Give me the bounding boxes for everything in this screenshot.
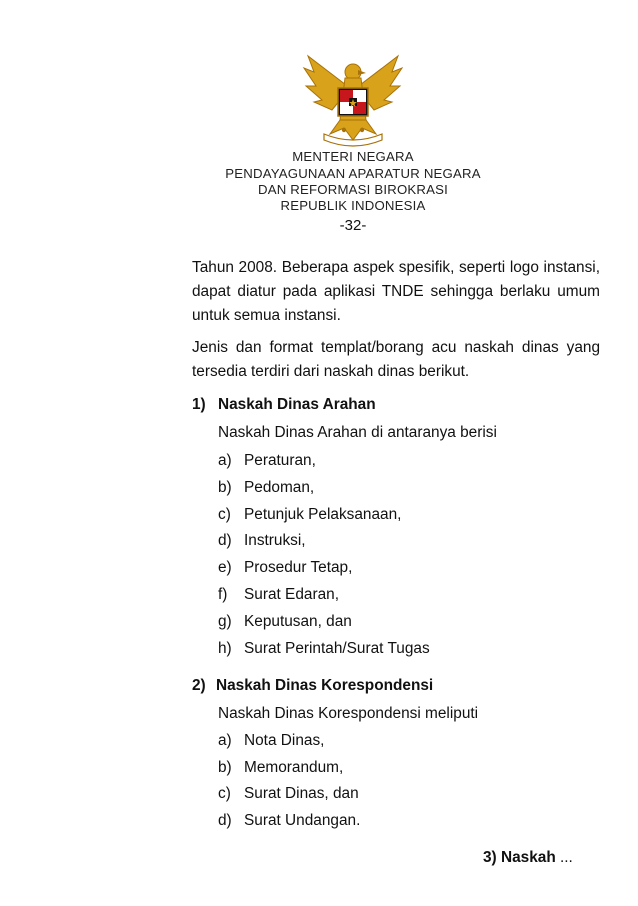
header-line-1: MENTERI NEGARA xyxy=(292,149,414,164)
paragraph-1: Tahun 2008. Beberapa aspek spesifik, seperti logo instansi, dapat diatur pada aplikasi TNDE sehingga berlaku umum untuk semua instansi. xyxy=(192,259,600,324)
section-2-intro: Naskah Dinas Korespondensi meliputi xyxy=(218,705,479,722)
list-item-text: Petunjuk Pelaksanaan, xyxy=(244,505,402,523)
list-item xyxy=(218,506,401,524)
list-item-letter: a) xyxy=(218,732,232,749)
list-item xyxy=(218,613,352,631)
list-item xyxy=(218,452,316,470)
section-1-title: Naskah Dinas Arahan xyxy=(217,396,376,413)
list-item-text: Peraturan, xyxy=(244,452,316,469)
continuation-note xyxy=(483,849,573,867)
header-line-4: REPUBLIK INDONESIA xyxy=(280,198,426,213)
list-item-text: Memorandum, xyxy=(244,758,344,776)
list-item-text: Nota Dinas, xyxy=(244,732,325,749)
list-item xyxy=(218,586,339,604)
header-line-3: DAN REFORMASI BIROKRASI xyxy=(258,182,448,197)
list-item-text: Prosedur Tetap, xyxy=(244,559,353,577)
section-2-number: 2) xyxy=(192,677,206,694)
list-item-letter: h) xyxy=(218,639,232,657)
list-item-letter: c) xyxy=(218,505,231,523)
list-item xyxy=(218,732,324,750)
list-item-letter: g) xyxy=(218,612,232,630)
list-item xyxy=(218,759,343,777)
section-1-intro: Naskah Dinas Arahan di antaranya berisi xyxy=(218,424,497,441)
page-number: -32- xyxy=(339,217,367,234)
section-2-heading xyxy=(192,677,433,695)
list-item-letter: d) xyxy=(218,532,232,550)
list-item xyxy=(218,479,314,497)
garuda-emblem-icon xyxy=(300,50,406,148)
list-item-letter: f) xyxy=(218,586,228,603)
paragraph-2: Jenis dan format templat/borang acu naskah dinas yang tersedia terdiri dari naskah dinas berikut. xyxy=(192,339,600,380)
list-item-text: Surat Edaran, xyxy=(244,586,339,603)
list-item-letter: e) xyxy=(218,559,232,577)
list-item-text: Instruksi, xyxy=(244,532,306,550)
list-item xyxy=(218,812,360,830)
list-item-letter: c) xyxy=(218,785,231,802)
list-item xyxy=(218,559,352,577)
list-item xyxy=(218,640,430,658)
list-item xyxy=(218,785,359,803)
list-item-text: Keputusan, dan xyxy=(244,612,352,630)
section-1-heading xyxy=(192,396,376,414)
section-2-title: Naskah Dinas Korespondensi xyxy=(215,677,434,694)
list-item-text: Pedoman, xyxy=(244,478,315,496)
list-item-letter: d) xyxy=(218,811,232,829)
list-item-text: Surat Dinas, dan xyxy=(244,785,359,802)
list-item-text: Surat Perintah/Surat Tugas xyxy=(244,639,430,657)
continuation-ellipsis: ... xyxy=(555,849,573,866)
list-item-letter: a) xyxy=(218,452,232,469)
list-item-letter: b) xyxy=(218,758,232,776)
continuation-bold: 3) Naskah xyxy=(483,849,556,866)
list-item-letter: b) xyxy=(218,478,232,496)
list-item-text: Surat Undangan. xyxy=(244,811,361,829)
section-1-number: 1) xyxy=(192,396,206,413)
header-line-2: PENDAYAGUNAAN APARATUR NEGARA xyxy=(225,166,481,181)
list-item xyxy=(218,532,306,550)
